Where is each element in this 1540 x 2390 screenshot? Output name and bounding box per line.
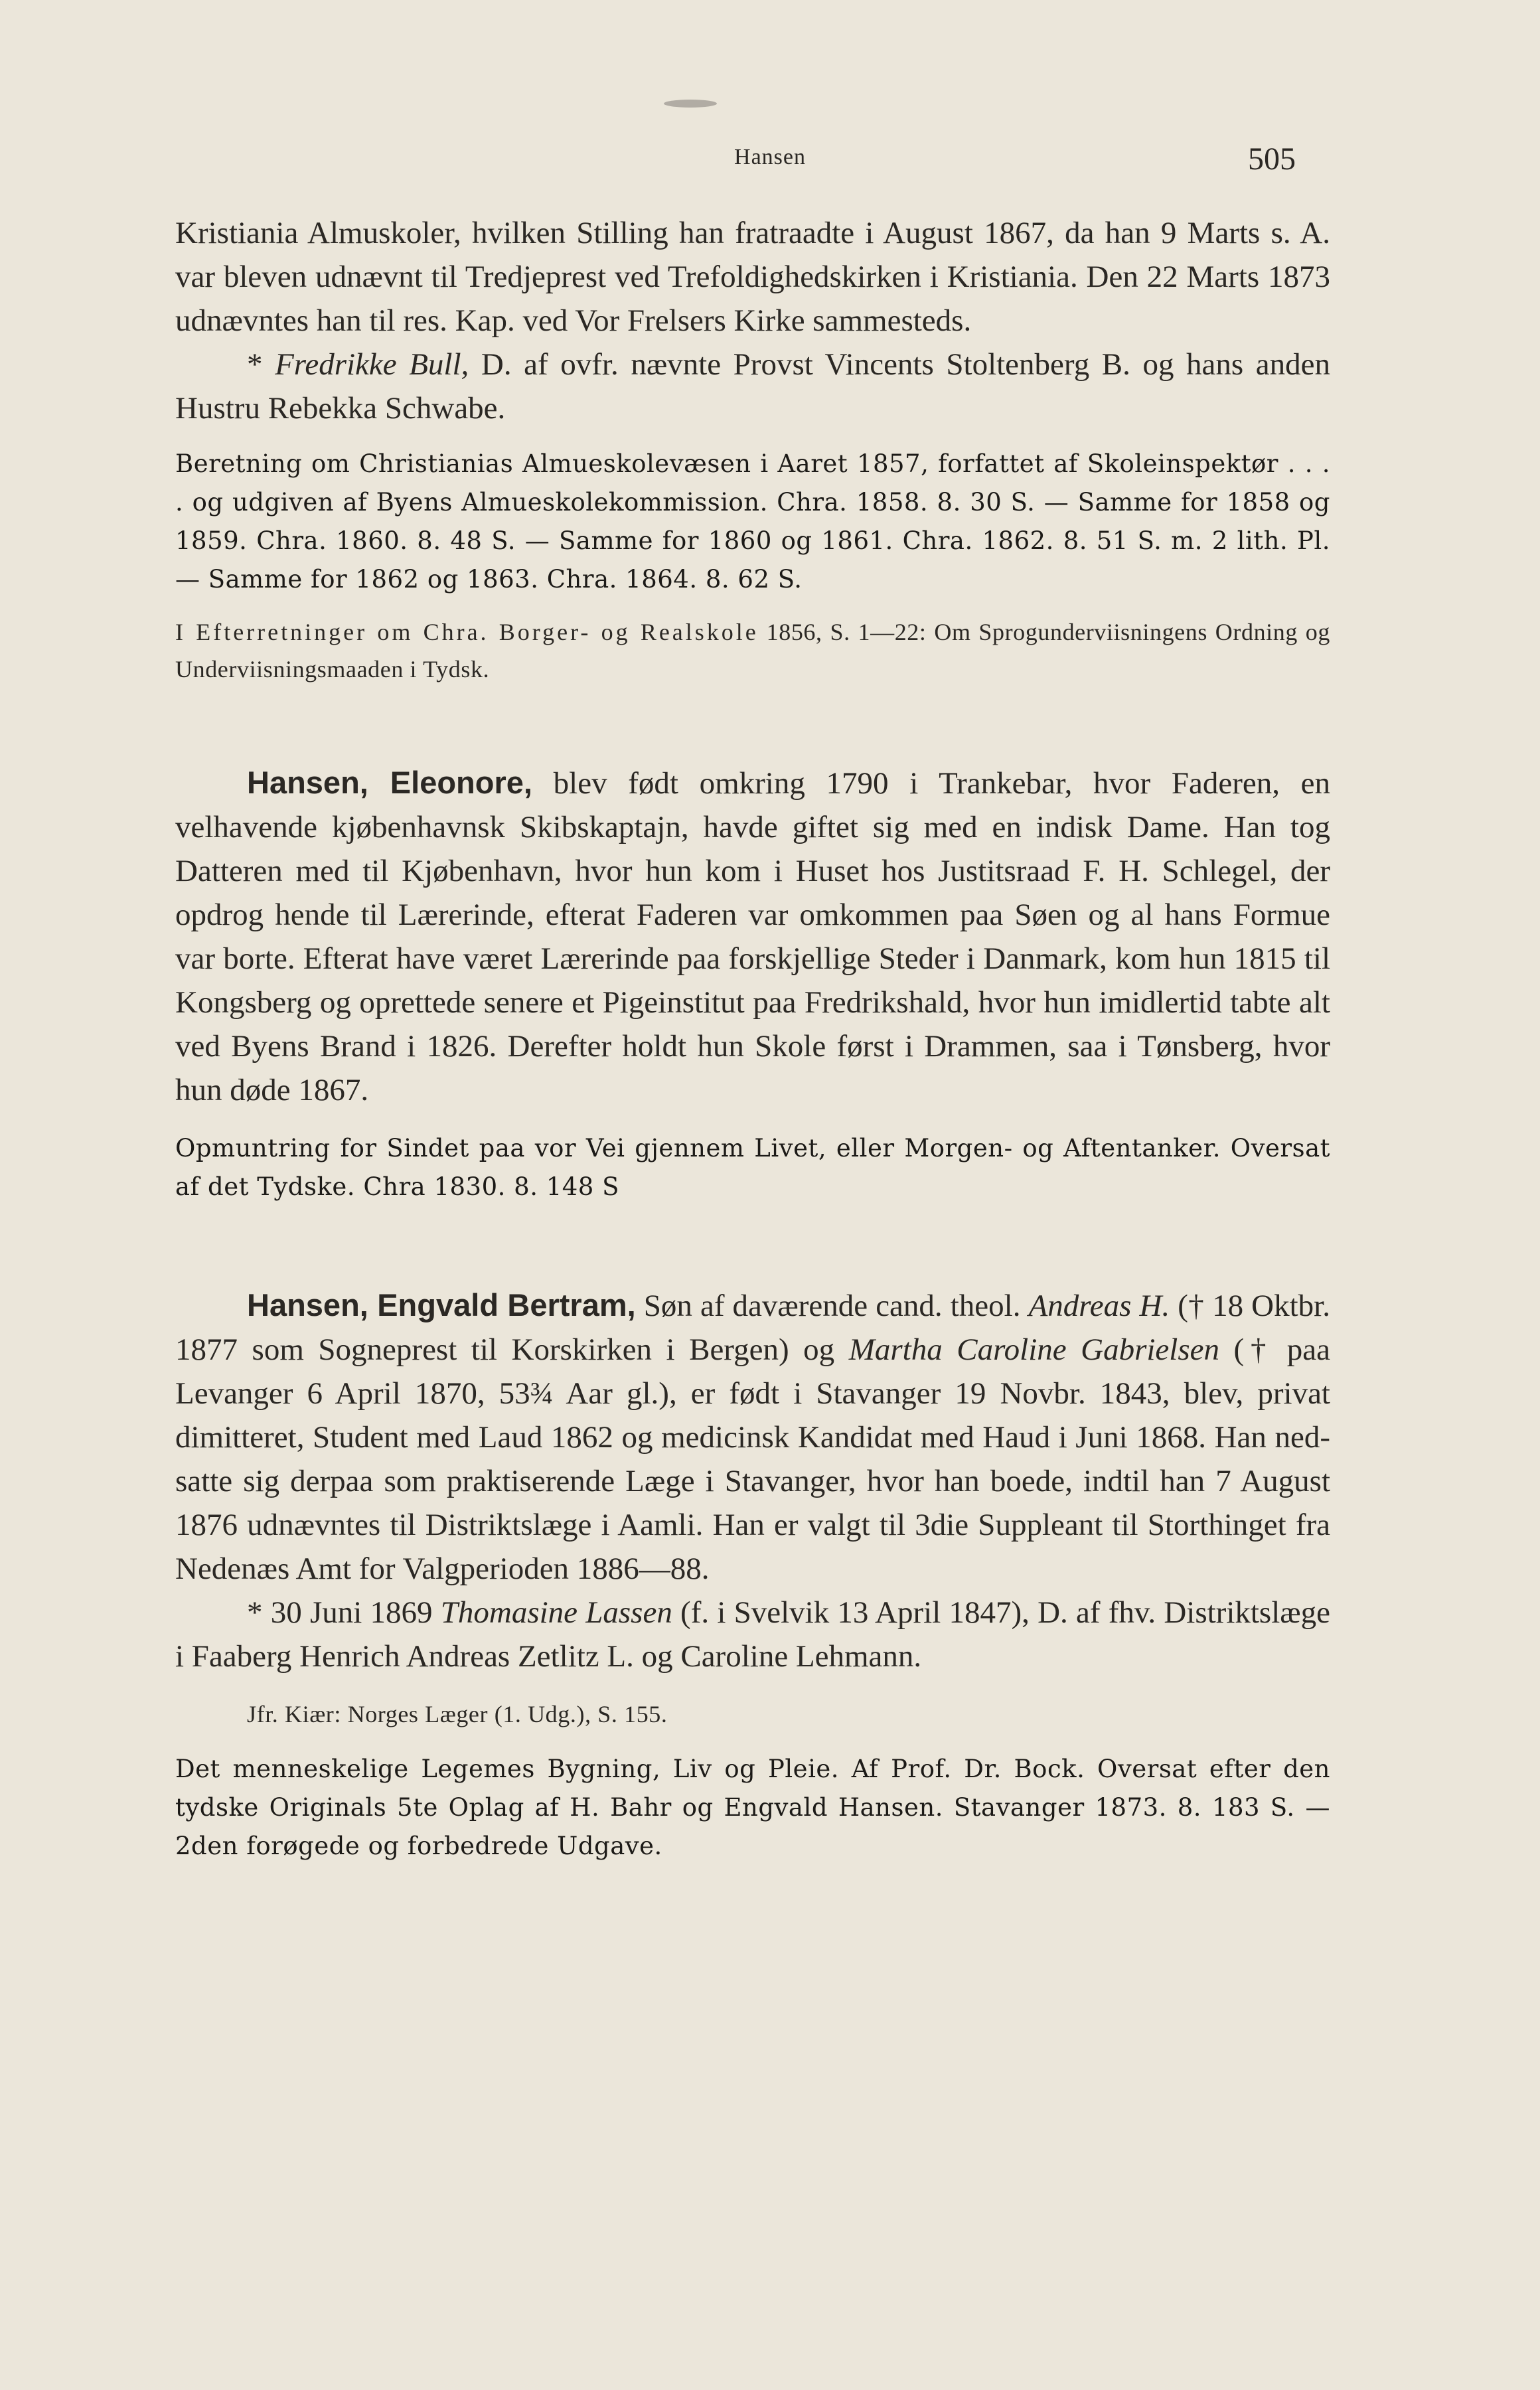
entry-heading: Hansen, Engvald Bertram, [247, 1287, 636, 1322]
marriage-text: D. af ovfr. nævnte Provst Vincents Stoltenberg B. og hans anden Hustru Rebekka Schwabe. [175, 347, 1331, 426]
marriage-text: (f. i Svelvik 13 April 1847), D. af fhv. Distriktslæge i Faaberg Henrich Andreas Zetlitz L. og Caroline Lehmann. [175, 1595, 1330, 1674]
wife-name: Fredrikke Bull, [275, 347, 469, 382]
entry-text: blev født omkring 1790 i Trankebar, hvor Faderen, en velhavende kjøbenhavnsk Skibskaptajn, havde giftet sig med en indisk Dame. Han tog Datteren med til Kjøbenhavn, hvor hun kom i Huset hos Justitsraad F. H. Schlegel, der opdrog hende til Lærerinde, efterat Faderen var omkommen paa Søen og al hans Formue var borte. Efterat have været Lærerinde paa forskjellige Steder i Danmark, kom hun 1815 til Kongsberg og oprettede senere et Pigeinstitut paa Fredrikshald, hvor hun imidlertid tabte alt ved Byens Brand i 1826. Derefter holdt hun Skole først i Drammen, saa i Tønsberg, hvor hun døde 1867. [175, 766, 1330, 1107]
entry-engvald [175, 1283, 1330, 1591]
marriage-paragraph [175, 343, 1330, 430]
works-list: Beretning om Christianias Almueskolevæsen i Aaret 1857, forfattet af Skoleinspektør . . . . og udgiven af Byens Almueskolekommission. Chra. 1858. 8. 30 S. — Samme for 1858 og 1859. Chra. 1860. 8. 48 S. — Samme for 1860 og 1861. Chra. 1862. 8. 51 S. m. 2 lith. Pl. — Samme for 1862 og 1863. Chra. 1864. 8. 62 S. [175, 449, 1330, 594]
ink-smudge [664, 100, 717, 108]
entry-text: († paa Levanger 6 April 1870, 53¾ Aar gl.), er født i Stavanger 19 Novbr. 1843, blev, privat dimitteret, Student med Laud 1862 og medicinsk Kandidat med Haud i Juni 1868. Han nedsatte sig derpaa som praktiserende Læge i Stavanger, hvor han boede, indtil han 7 August 1876 udnævntes til Distriktslæge i Aamli. Han er valgt til 3die Suppleant til Storthinget fra Nedenæs Amt for Valgperioden 1886—88. [175, 1332, 1331, 1586]
works-note-title: I Efterretninger om Chra. Borger- og Realskole [175, 619, 759, 645]
marriage-paragraph [175, 1591, 1330, 1678]
works-note [175, 613, 1330, 688]
text-column [175, 211, 1330, 1866]
entry-text: († 18 Oktbr. 1877 som Sogneprest til Korskirken i Bergen) og [175, 1289, 1330, 1367]
continuation-paragraph: Kristiania Almuskoler, hvilken Stilling han fratraadte i August 1867, da han 9 Marts s. A. var bleven udnævnt til Tredjeprest ved Trefoldighedskirken i Kristiania. Den 22 Marts 1873 udnævntes han til res. Kap. ved Vor Frelsers Kirke sammesteds. [175, 216, 1330, 338]
mother-name: Martha Caroline Gabrielsen [848, 1332, 1220, 1367]
running-head [0, 141, 1540, 181]
reference-note: Jfr. Kiær: Norges Læger (1. Udg.), S. 155. [247, 1701, 668, 1727]
wife-name: Thomasine Lassen [440, 1595, 672, 1630]
entry-heading: Hansen, Eleonore, [247, 765, 532, 800]
entry-eleonore [175, 761, 1330, 1112]
father-name: Andreas H. [1028, 1289, 1170, 1323]
works-list: Det menneskelige Legemes Bygning, Liv og Pleie. Af Prof. Dr. Bock. Oversat efter den tydske Originals 5te Oplag af H. Bahr og Engvald Hansen. Stavanger 1873. 8. 183 S. — 2den forøgede og forbedrede Udgave. [175, 1755, 1330, 1860]
works-list: Opmuntring for Sindet paa vor Vei gjennem Livet, eller Morgen- og Aftentanker. Oversat af det Tydske. Chra 1830. 8. 148 S [175, 1134, 1330, 1201]
page-number: 505 [1248, 141, 1296, 177]
works-note-text: 1856, S. 1—22: Om Sprogunderviisningens Ordning og Underviisningsmaaden i Tydsk. [175, 619, 1331, 682]
entry-text: Søn af daværende cand. theol. [635, 1289, 1029, 1323]
running-title: Hansen [734, 145, 806, 169]
marriage-text: * 30 Juni 1869 [247, 1595, 441, 1630]
marriage-mark: * [247, 347, 275, 382]
